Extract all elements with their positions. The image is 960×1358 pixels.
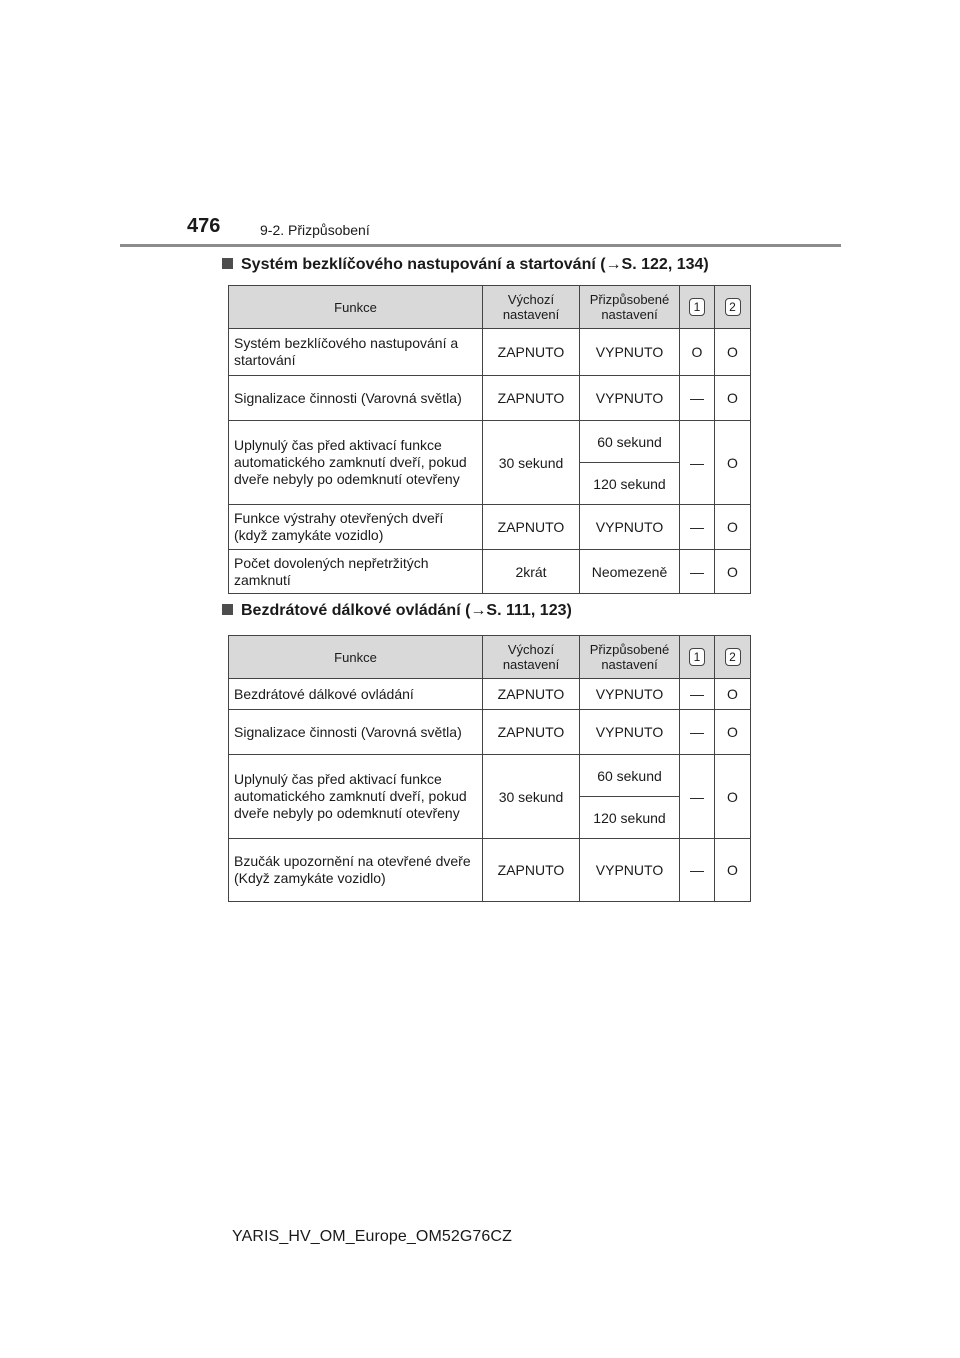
- default-cell: 30 sekund: [483, 755, 580, 839]
- default-cell: ZAPNUTO: [483, 679, 580, 710]
- settings-table-smart-entry: [228, 285, 751, 594]
- col2-cell: O: [715, 505, 751, 550]
- default-cell: ZAPNUTO: [483, 839, 580, 902]
- column-header-1: [680, 286, 715, 329]
- table-row: [229, 421, 751, 463]
- default-cell: 30 sekund: [483, 421, 580, 505]
- section-heading-smart-entry: [222, 256, 709, 274]
- function-cell: Uplynulý čas před aktivací funkce automatického zamknutí dveří, pokud dveře nebyly po odemknutí otevřeny: [229, 421, 483, 505]
- col1-cell: —: [680, 755, 715, 839]
- column-header-2: [715, 286, 751, 329]
- col1-cell: —: [680, 550, 715, 594]
- table-row: [229, 710, 751, 755]
- number-2-icon: 2: [725, 648, 741, 666]
- col2-cell: O: [715, 376, 751, 421]
- function-cell: Funkce výstrahy otevřených dveří (když zamykáte vozidlo): [229, 505, 483, 550]
- custom-cell-alt: 120 sekund: [580, 463, 680, 505]
- chapter-title: 9-2. Přizpůsobení: [260, 222, 370, 238]
- column-header-custom: Přizpůsobené nastavení: [580, 286, 680, 329]
- default-cell: ZAPNUTO: [483, 376, 580, 421]
- number-1-icon: 1: [689, 298, 705, 316]
- col1-cell: —: [680, 376, 715, 421]
- col1-cell: —: [680, 710, 715, 755]
- table-row: [229, 376, 751, 421]
- function-cell: Počet dovolených nepřetržitých zamknutí: [229, 550, 483, 594]
- col1-cell: —: [680, 679, 715, 710]
- column-header-default: Výchozí nastavení: [483, 636, 580, 679]
- square-bullet-icon: [222, 604, 233, 615]
- custom-cell-alt: 120 sekund: [580, 797, 680, 839]
- function-cell: Uplynulý čas před aktivací funkce automatického zamknutí dveří, pokud dveře nebyly po odemknutí otevřeny: [229, 755, 483, 839]
- section-heading-text: Systém bezklíčového nastupování a startování (→S. 122, 134): [241, 256, 709, 273]
- header-rule: [120, 244, 841, 247]
- settings-table-remote: [228, 635, 751, 902]
- custom-cell: 60 sekund: [580, 421, 680, 463]
- default-cell: 2krát: [483, 550, 580, 594]
- function-cell: Bezdrátové dálkové ovládání: [229, 679, 483, 710]
- table-row: [229, 505, 751, 550]
- section-heading-remote: [222, 602, 572, 620]
- custom-cell: VYPNUTO: [580, 329, 680, 376]
- custom-cell: Neomezeně: [580, 550, 680, 594]
- column-header-2: [715, 636, 751, 679]
- col2-cell: O: [715, 550, 751, 594]
- column-header-default: Výchozí nastavení: [483, 286, 580, 329]
- default-cell: ZAPNUTO: [483, 505, 580, 550]
- page-number: 476: [187, 215, 221, 237]
- column-header-function: Funkce: [229, 636, 483, 679]
- column-header-1: [680, 636, 715, 679]
- number-1-icon: 1: [689, 648, 705, 666]
- square-bullet-icon: [222, 258, 233, 269]
- function-cell: Signalizace činnosti (Varovná světla): [229, 710, 483, 755]
- col1-cell: O: [680, 329, 715, 376]
- col1-cell: —: [680, 421, 715, 505]
- table-row: [229, 679, 751, 710]
- col2-cell: O: [715, 421, 751, 505]
- number-2-icon: 2: [725, 298, 741, 316]
- default-cell: ZAPNUTO: [483, 329, 580, 376]
- column-header-function: Funkce: [229, 286, 483, 329]
- col2-cell: O: [715, 839, 751, 902]
- col2-cell: O: [715, 710, 751, 755]
- document-footer: YARIS_HV_OM_Europe_OM52G76CZ: [232, 1228, 512, 1245]
- table-row: [229, 755, 751, 797]
- custom-cell: 60 sekund: [580, 755, 680, 797]
- column-header-custom: Přizpůsobené nastavení: [580, 636, 680, 679]
- table-row: [229, 329, 751, 376]
- custom-cell: VYPNUTO: [580, 679, 680, 710]
- custom-cell: VYPNUTO: [580, 376, 680, 421]
- col2-cell: O: [715, 755, 751, 839]
- col2-cell: O: [715, 329, 751, 376]
- function-cell: Systém bezklíčového nastupování a startování: [229, 329, 483, 376]
- custom-cell: VYPNUTO: [580, 710, 680, 755]
- custom-cell: VYPNUTO: [580, 505, 680, 550]
- col2-cell: O: [715, 679, 751, 710]
- function-cell: Bzučák upozornění na otevřené dveře (Když zamykáte vozidlo): [229, 839, 483, 902]
- col1-cell: —: [680, 839, 715, 902]
- default-cell: ZAPNUTO: [483, 710, 580, 755]
- function-cell: Signalizace činnosti (Varovná světla): [229, 376, 483, 421]
- section-heading-text: Bezdrátové dálkové ovládání (→S. 111, 123): [241, 602, 572, 619]
- table-header-row: [229, 286, 751, 329]
- table-row: [229, 839, 751, 902]
- custom-cell: VYPNUTO: [580, 839, 680, 902]
- table-header-row: [229, 636, 751, 679]
- col1-cell: —: [680, 505, 715, 550]
- table-row: [229, 550, 751, 594]
